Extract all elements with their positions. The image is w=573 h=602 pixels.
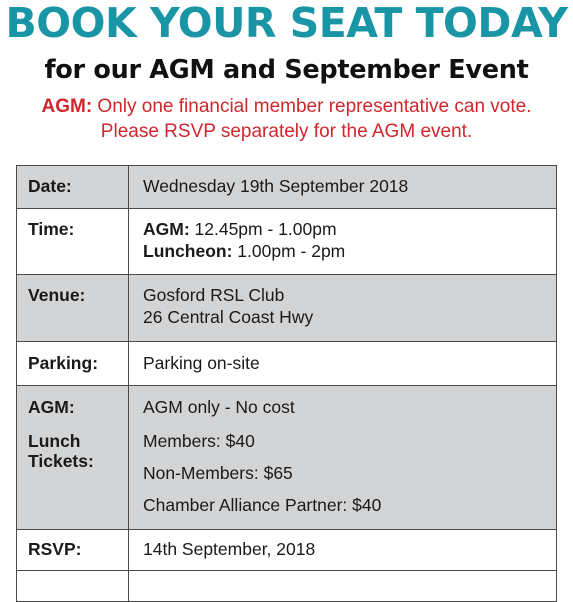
agm-tickets-value-cell bbox=[129, 386, 557, 530]
date-label: Date: bbox=[28, 176, 72, 196]
luncheon-time-line bbox=[143, 240, 556, 262]
headline: BOOK YOUR SEAT TODAY bbox=[5, 0, 568, 47]
parking-label-cell bbox=[17, 342, 129, 386]
table-row-time bbox=[17, 209, 557, 275]
time-value-cell bbox=[129, 209, 557, 275]
subheadline: for our AGM and September Event bbox=[44, 55, 529, 85]
agm-tickets-label-cell bbox=[17, 386, 129, 530]
parking-value-cell bbox=[129, 342, 557, 386]
agm-time-value: 12.45pm - 1.00pm bbox=[189, 219, 337, 239]
agm-time-label: AGM: bbox=[143, 219, 190, 239]
venue-name: Gosford RSL Club bbox=[143, 285, 285, 305]
venue-label: Venue: bbox=[28, 285, 86, 305]
non-members-price: Non-Members: $65 bbox=[143, 463, 293, 483]
rsvp-label-cell bbox=[17, 530, 129, 571]
table-row-date bbox=[17, 166, 557, 209]
lunch-tickets-label bbox=[28, 431, 128, 471]
table-row-venue bbox=[17, 275, 557, 342]
lunch-tickets-label-line-1: Lunch bbox=[28, 431, 81, 451]
agm-notice-line-1 bbox=[0, 94, 573, 119]
table-row-agm-tickets bbox=[17, 386, 557, 530]
lunch-tickets-label-line-2: Tickets: bbox=[28, 451, 94, 471]
table-row-rsvp bbox=[17, 530, 557, 571]
venue-address: 26 Central Coast Hwy bbox=[143, 307, 314, 327]
cutoff-value-cell bbox=[129, 571, 557, 602]
partner-price: Chamber Alliance Partner: $40 bbox=[143, 495, 382, 515]
agm-notice-text: Only one financial member representative can vote. bbox=[92, 96, 532, 117]
agm-cost: AGM only - No cost bbox=[143, 397, 295, 417]
time-label-cell bbox=[17, 209, 129, 275]
members-price: Members: $40 bbox=[143, 431, 255, 451]
agm-notice-label: AGM: bbox=[41, 96, 93, 117]
date-label-cell bbox=[17, 166, 129, 209]
parking-value: Parking on-site bbox=[143, 353, 260, 373]
rsvp-value-cell bbox=[129, 530, 557, 571]
time-label: Time: bbox=[28, 219, 75, 239]
rsvp-value: 14th September, 2018 bbox=[143, 539, 316, 559]
agm-notice-line-2: Please RSVP separately for the AGM event. bbox=[100, 121, 473, 142]
venue-value-cell bbox=[129, 275, 557, 342]
parking-label: Parking: bbox=[28, 353, 99, 373]
venue-label-cell bbox=[17, 275, 129, 342]
agm-label: AGM: bbox=[28, 397, 75, 417]
table-row-parking bbox=[17, 342, 557, 386]
date-value: Wednesday 19th September 2018 bbox=[143, 176, 409, 196]
cutoff-label-cell bbox=[17, 571, 129, 602]
table-row-cutoff bbox=[17, 571, 557, 602]
luncheon-time-label: Luncheon: bbox=[143, 241, 233, 261]
agm-time-line bbox=[143, 218, 556, 240]
agm-notice bbox=[0, 94, 573, 144]
date-value-cell bbox=[129, 166, 557, 209]
luncheon-time-value: 1.00pm - 2pm bbox=[232, 241, 346, 261]
event-details-table bbox=[16, 165, 557, 602]
rsvp-label: RSVP: bbox=[28, 539, 82, 559]
